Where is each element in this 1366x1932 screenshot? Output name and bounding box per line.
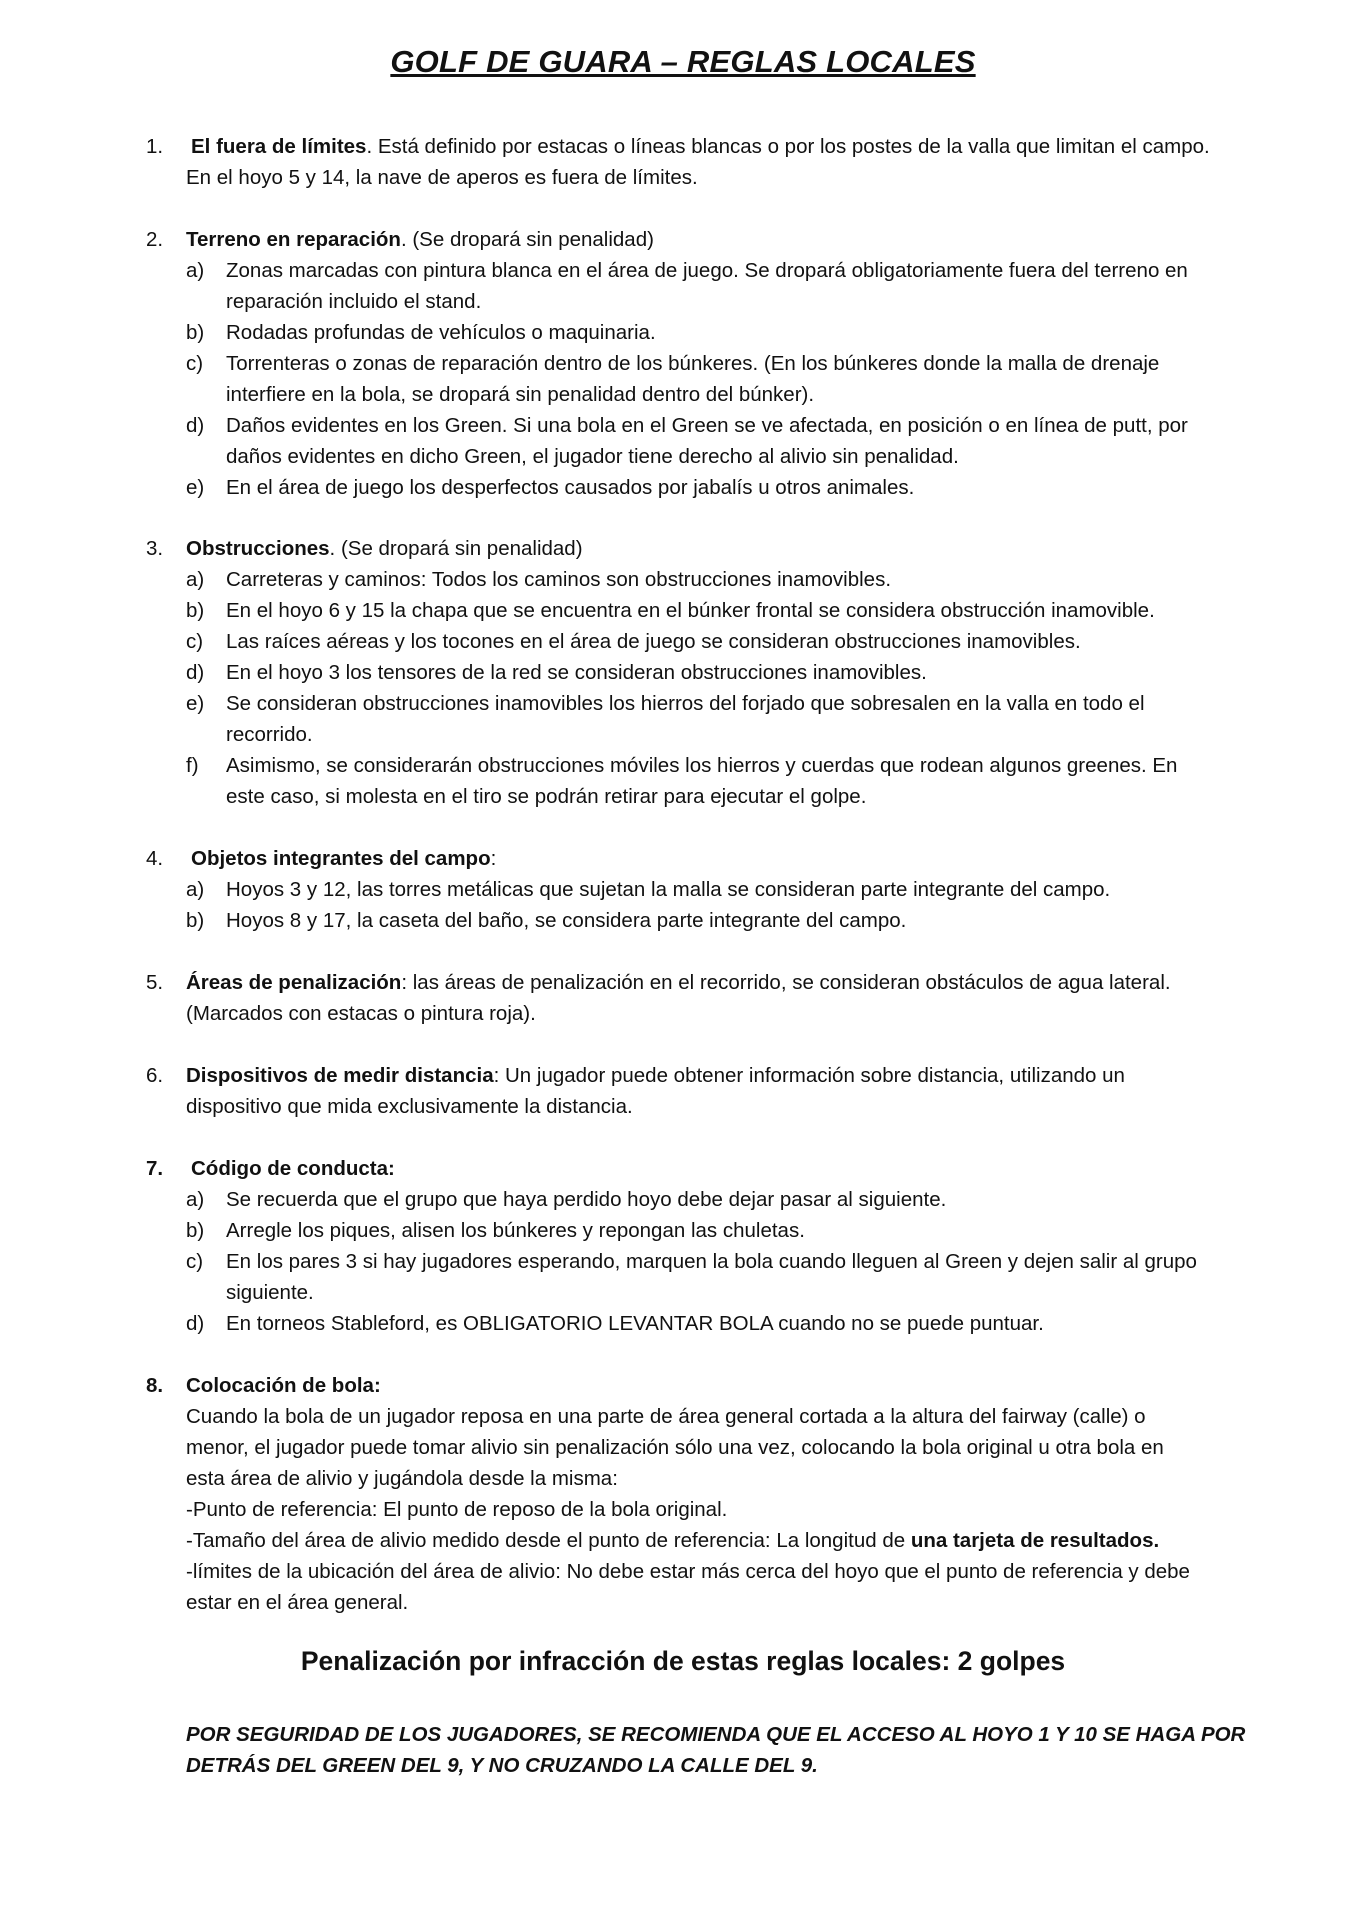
rule-heading: Colocación de bola:: [186, 1374, 381, 1397]
rule-heading: El fuera de límites. Está definido por estacas o líneas blancas o por los postes de la valla que limitan el campo.: [191, 135, 1210, 158]
safety-warning-line: DETRÁS DEL GREEN DEL 9, Y NO CRUZANDO LA CALLE DEL 9.: [186, 1754, 818, 1777]
sub-item-continuation: recorrido.: [226, 723, 313, 746]
rule-text: -Punto de referencia: El punto de reposo de la bola original.: [186, 1498, 728, 1521]
sub-item-continuation: siguiente.: [226, 1281, 314, 1304]
rule-number: 5.: [146, 971, 164, 994]
rule-number: 2.: [146, 228, 164, 251]
sub-item-continuation: daños evidentes en dicho Green, el jugador tiene derecho al alivio sin penalidad.: [226, 445, 959, 468]
rule-number: 7.: [146, 1157, 164, 1180]
rule-heading: Terreno en reparación. (Se dropará sin penalidad): [186, 228, 654, 251]
safety-warning-line: POR SEGURIDAD DE LOS JUGADORES, SE RECOMIENDA QUE EL ACCESO AL HOYO 1 Y 10 SE HAGA POR: [186, 1723, 1246, 1746]
rule-heading: Obstrucciones. (Se dropará sin penalidad): [186, 537, 583, 560]
rule-number: 4.: [146, 847, 164, 870]
page-title: GOLF DE GUARA – REGLAS LOCALES: [390, 44, 976, 79]
rule-heading: Código de conducta:: [191, 1157, 395, 1180]
rule-text: menor, el jugador puede tomar alivio sin penalización sólo una vez, colocando la bola original u otra bola en: [186, 1436, 1164, 1459]
sub-item-continuation: reparación incluido el stand.: [226, 290, 482, 313]
rule-number: 8.: [146, 1374, 164, 1397]
rule-text: En el hoyo 5 y 14, la nave de aperos es fuera de límites.: [186, 166, 698, 189]
rule-heading: Dispositivos de medir distancia: Un jugador puede obtener información sobre distancia, utilizando un: [186, 1064, 1125, 1087]
rule-text: -Tamaño del área de alivio medido desde el punto de referencia: La longitud de una tarjeta de resultados.: [186, 1529, 1160, 1552]
rule-text: dispositivo que mida exclusivamente la distancia.: [186, 1095, 633, 1118]
penalty-notice: Penalización por infracción de estas reglas locales: 2 golpes: [300, 1646, 1066, 1676]
rule-number: 3.: [146, 537, 164, 560]
rule-number: 1.: [146, 135, 164, 158]
rule-text: Cuando la bola de un jugador reposa en una parte de área general cortada a la altura del fairway (calle) o: [186, 1405, 1146, 1428]
sub-item-continuation: interfiere en la bola, se dropará sin penalidad dentro del búnker).: [226, 383, 815, 406]
rule-text: esta área de alivio y jugándola desde la misma:: [186, 1467, 618, 1490]
rule-number: 6.: [146, 1064, 164, 1087]
document-page: GOLF DE GUARA – REGLAS LOCALES 1. El fuera de límites. Está definido por estacas o líneas blancas o por los postes de la valla que limitan el campo. En el hoyo 5 y 14, la nave de aperos es fuera de límites. 2. Terreno en reparación. (Se dropará sin penalidad) a) Zonas marcadas con pintura blanca en el área de juego. Se dropará obligatoriamente fuera del terreno en reparación incluido el stand. b) Rodadas profundas de vehículos o maquinaria. c) Torrenteras o zonas de reparación dentro de los búnkeres. (En los búnkeres donde la malla de drenaje interfiere en la bola, se dropará sin penalidad dentro del búnker). d) Daños evidentes en los Green. Si una bola en el Green se ve afectada, en posición o en línea de putt, por daños evidentes en dicho Green, el jugador tiene derecho al alivio sin penalidad. e) En el área de juego los desperfectos causados por jabalís u otros animales. 3. Obstrucciones. (Se dropará sin penalidad) a) Carreteras y caminos: Todos los caminos son obstrucciones inamovibles. b) En el hoyo 6 y 15 la chapa que se encuentra en el búnker frontal se considera obstrucción inamovible. c) Las raíces aéreas y los tocones en el área de juego se consideran obstrucciones inamovibles. d) En el hoyo 3 los tensores de la red se consideran obstrucciones inamovibles. e) Se consideran obstrucciones inamovibles los hierros del forjado que sobresalen en la valla en todo el recorrido. f) Asimismo, se considerarán obstrucciones móviles los hierros y cuerdas que rodean algunos greenes. En este caso, si molesta en el tiro se podrán retirar para ejecutar el golpe. 4. Objetos integrantes del campo: a) Hoyos 3 y 12, las torres metálicas que sujetan la malla se consideran parte integrante del campo. b) Hoyos 8 y 17, la caseta del baño, se considera parte integrante del campo. 5. Áreas de penalización: las áreas de penalización en el recorrido, se consideran obstáculos de agua lateral. (Marcados con estacas o pintura roja). 6. Dispositivos de medir distancia: Un jugador puede obtener información sobre distancia, utilizando un dispositivo que mida exclusivamente la distancia. 7. Código de conducta: a) Se recuerda que el grupo que haya perdido hoyo debe dejar pasar al siguiente. b) Arregle los piques, alisen los búnkeres y repongan las chuletas. c) En los pares 3 si hay jugadores esperando, marquen la bola cuando lleguen al Green y dejen salir al grupo siguiente. d) En torneos Stableford, es OBLIGATORIO LEVANTAR BOLA cuando no se puede puntuar. 8. Colocación de bola: Cuando la bola de un jugador reposa en una parte de área general cortada a la altura del fairway (calle) o menor, el jugador puede tomar alivio sin penalización sólo una vez, colocando la bola original u otra bola en esta área de alivio y jugándola desde la misma: -Punto de referencia: El punto de reposo de la bola original. -Tamaño del área de alivio medido desde el punto de referencia: La longitud de una tarjeta de resultados. -límites de la ubicación del área de alivio: No debe estar más cerca del hoyo que el punto de referencia y debe estar en el área general. Penalización por infracción de estas reglas locales: 2 golpes POR SEGURIDAD DE LOS JUGADORES, SE RECOMIENDA QUE EL ACCESO AL HOYO 1 Y 10 SE HAGA POR DETRÁS DEL GREEN DEL 9, Y NO CRUZANDO LA CALLE DEL 9.: [0, 0, 1366, 1932]
rule-heading: Áreas de penalización: las áreas de penalización en el recorrido, se consideran obstáculos de agua lateral.: [186, 971, 1171, 994]
rule-heading: Objetos integrantes del campo:: [191, 847, 497, 870]
sub-item-continuation: este caso, si molesta en el tiro se podrán retirar para ejecutar el golpe.: [226, 785, 867, 808]
rule-text: estar en el área general.: [186, 1591, 409, 1614]
rule-text: (Marcados con estacas o pintura roja).: [186, 1002, 536, 1025]
rule-text: -límites de la ubicación del área de alivio: No debe estar más cerca del hoyo que el punto de referencia y debe: [186, 1560, 1190, 1583]
